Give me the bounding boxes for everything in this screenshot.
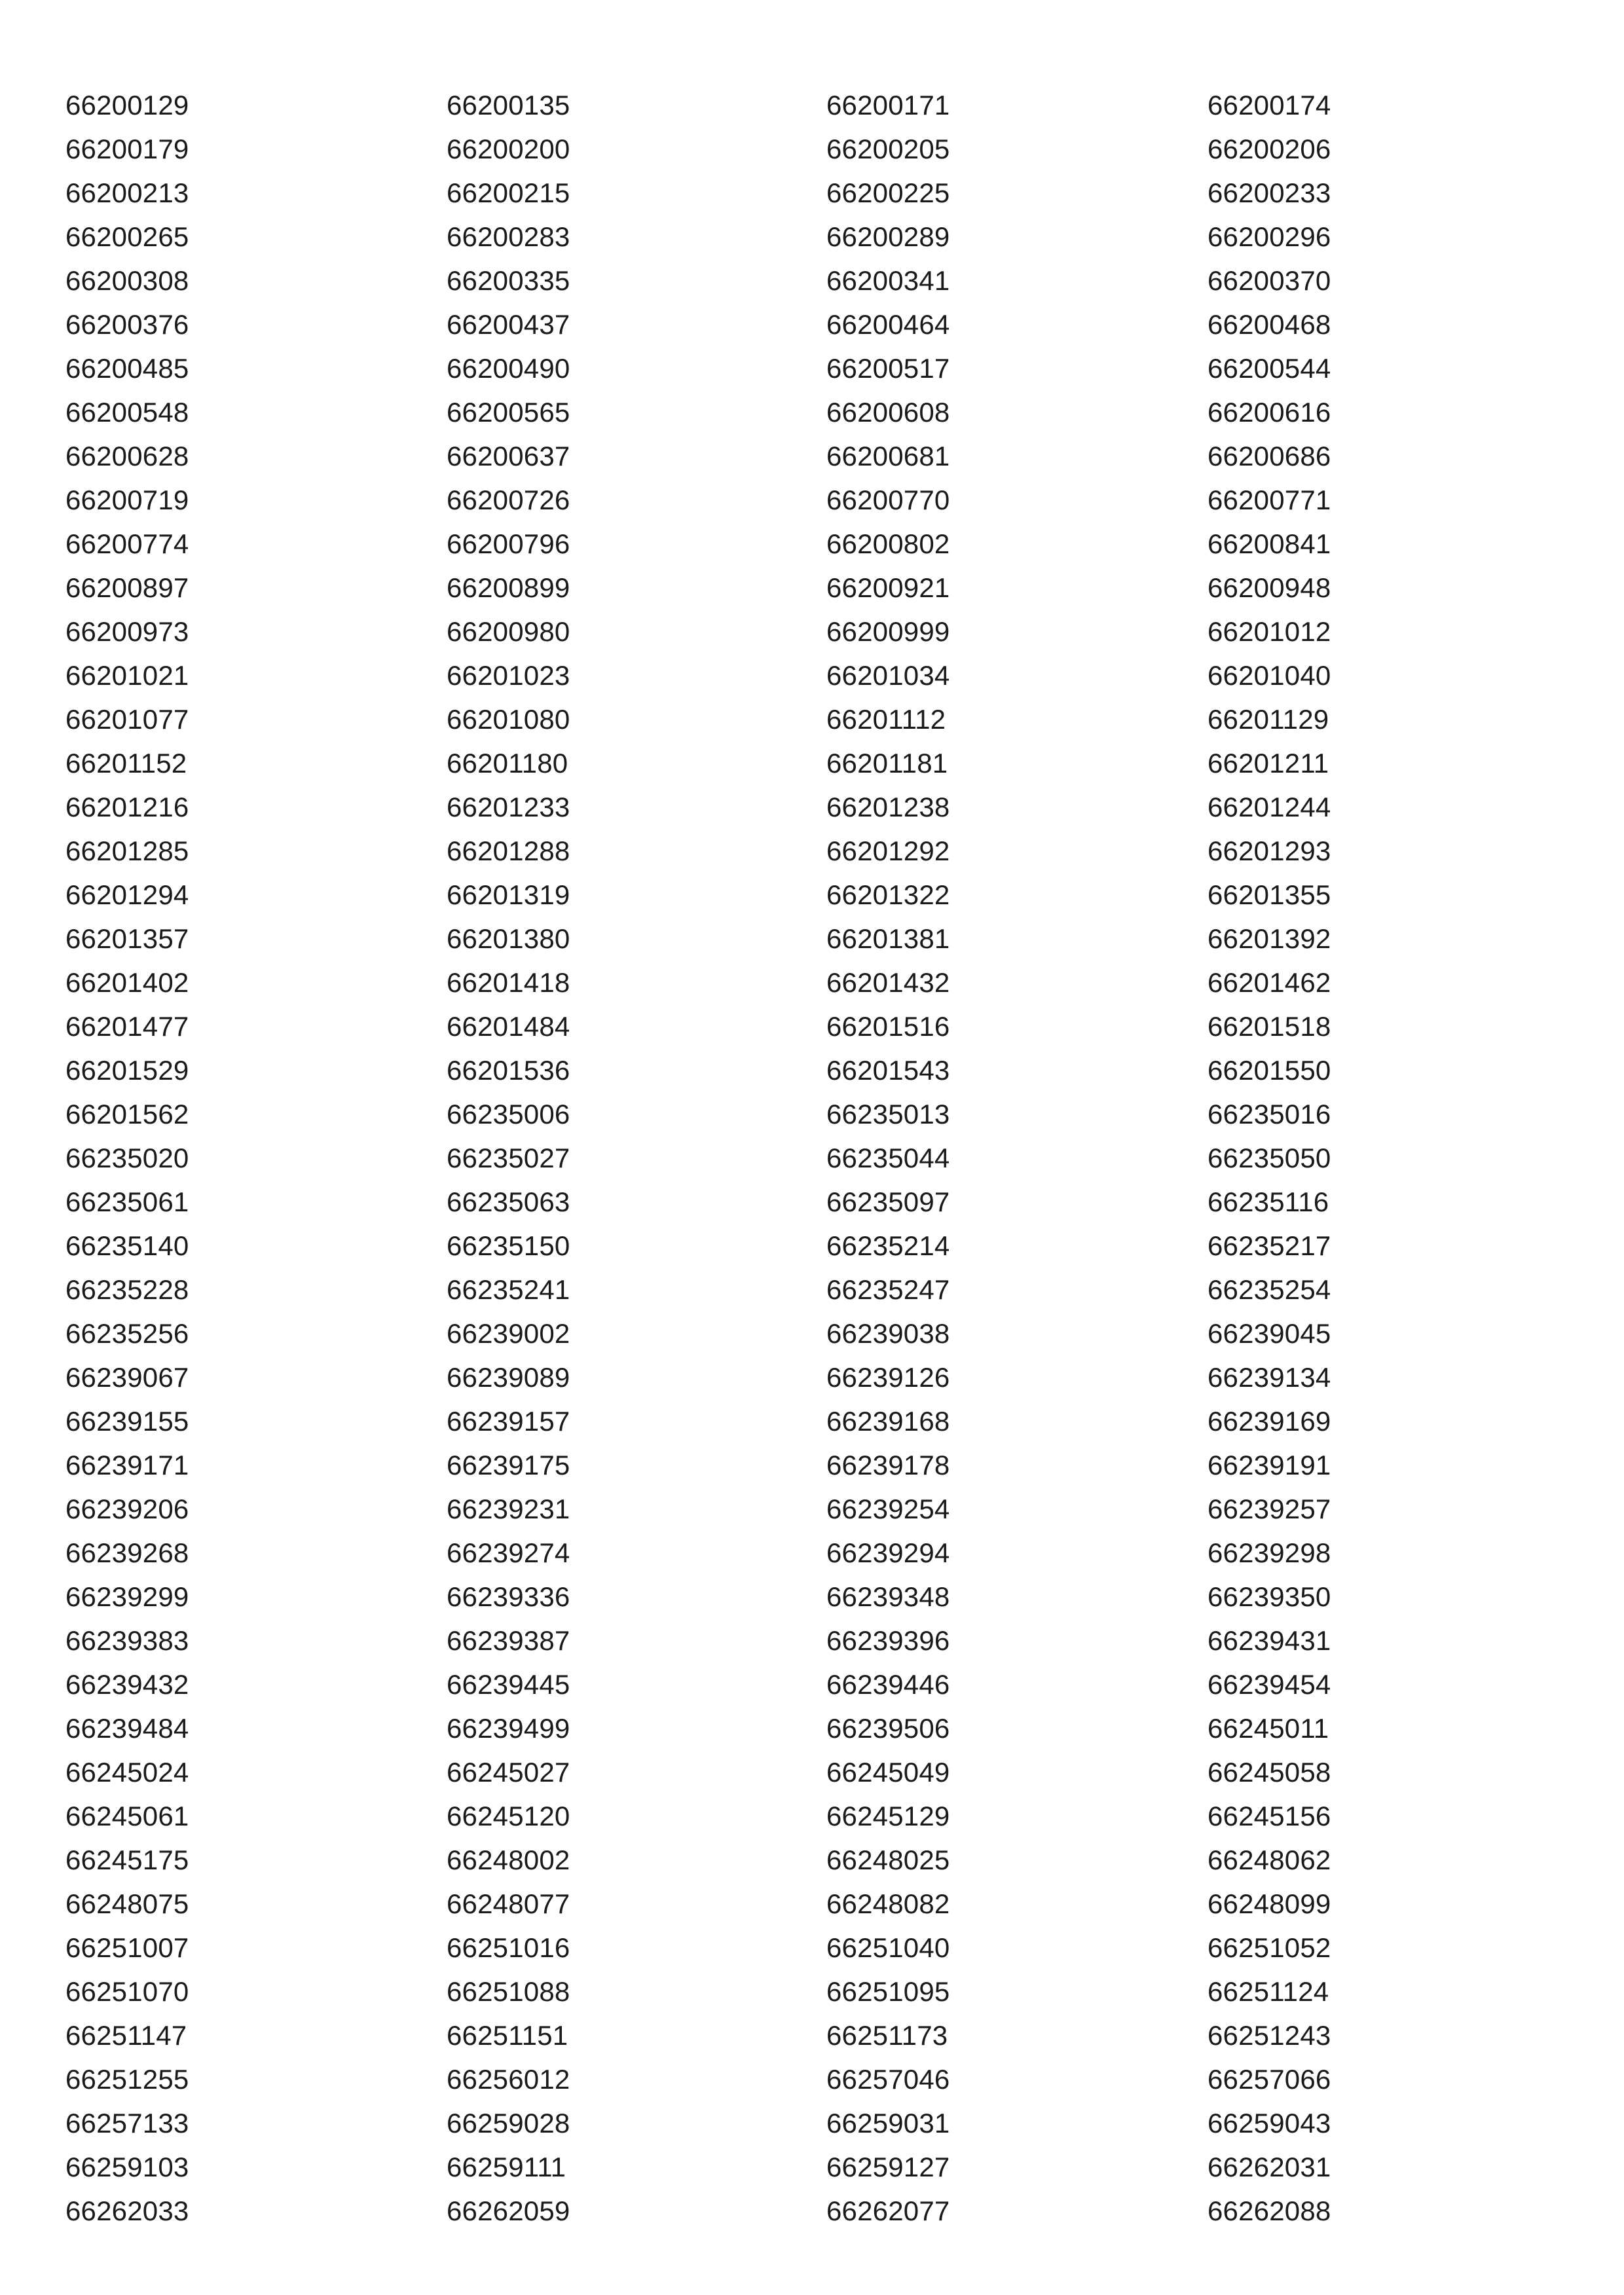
list-item-number: 66201536 [447,1055,570,1086]
list-item-number: 66239396 [826,1625,950,1656]
list-item-number: 66248075 [65,1888,189,1919]
list-item-number: 66251173 [826,2020,948,2051]
list-item-number: 66201181 [826,748,948,779]
list-item-number: 66235116 [1208,1186,1329,1217]
list-item-number: 66201432 [826,967,950,998]
list-item-number: 66200770 [826,485,950,515]
list-item-number: 66200296 [1208,221,1331,252]
list-item-number: 66239254 [826,1494,950,1524]
list-item-number: 66235217 [1208,1230,1331,1261]
number-list [65,86,1572,2235]
list-item-number: 66259127 [826,2152,950,2182]
list-item-number: 66239299 [65,1581,189,1612]
list-item-number: 66200129 [65,90,189,120]
list-item-number: 66201543 [826,1055,950,1086]
list-item-number: 66235150 [447,1230,570,1261]
list-item-number: 66245027 [447,1757,570,1788]
list-item-number: 66257066 [1208,2064,1331,2095]
list-item-number: 66251007 [65,1932,189,1963]
list-item-number: 66251070 [65,1976,189,2007]
list-item-number: 66200565 [447,397,570,428]
list-item-number: 66235228 [65,1274,189,1305]
list-item-number: 66200213 [65,177,189,208]
list-item-number: 66201211 [1208,748,1329,779]
list-item-number: 66201294 [65,879,189,910]
list-item-number: 66200468 [1208,309,1331,340]
list-item-number: 66239484 [65,1713,189,1744]
list-item-number: 66200973 [65,616,189,647]
list-item-number: 66239348 [826,1581,950,1612]
list-item-number: 66201477 [65,1011,189,1042]
list-item-number: 66200841 [1208,528,1331,559]
list-item-number: 66239432 [65,1669,189,1700]
list-item-number: 66248082 [826,1888,950,1919]
list-item-number: 66245061 [65,1801,189,1831]
list-item-number: 66200437 [447,309,570,340]
list-item-number: 66200544 [1208,353,1331,384]
list-item-number: 66251243 [1208,2020,1331,2051]
list-item-number: 66200289 [826,221,950,252]
list-item-number: 66239126 [826,1362,950,1393]
list-item-number: 66262077 [826,2195,950,2226]
list-item-number: 66200200 [447,134,570,164]
list-item-number: 66239169 [1208,1406,1331,1437]
list-item-number: 66259111 [447,2152,566,2182]
list-item-number: 66239499 [447,1713,570,1744]
list-item-number: 66239231 [447,1494,570,1524]
list-item-number: 66201077 [65,704,189,735]
list-item-number: 66239171 [65,1450,189,1480]
list-item-number: 66239268 [65,1537,189,1568]
list-item-number: 66239298 [1208,1537,1331,1568]
list-item-number: 66245175 [65,1845,189,1875]
list-item-number: 66200335 [447,265,570,296]
list-item-number: 66200774 [65,528,189,559]
list-item-number: 66200215 [447,177,570,208]
list-item-number: 66201216 [65,792,189,822]
list-item-number: 66235140 [65,1230,189,1261]
list-item-number: 66235061 [65,1186,189,1217]
list-item-number: 66257133 [65,2108,189,2139]
list-item-number: 66201293 [1208,835,1331,866]
list-item-number: 66200205 [826,134,950,164]
list-item-number: 66200899 [447,572,570,603]
list-item-number: 66235027 [447,1143,570,1173]
list-item-number: 66262031 [1208,2152,1331,2182]
list-item-number: 66200608 [826,397,950,428]
list-item-number: 66200802 [826,528,950,559]
list-item-number: 66200179 [65,134,189,164]
list-item-number: 66201357 [65,923,189,954]
list-item-number: 66239445 [447,1669,570,1700]
list-item-number: 66239431 [1208,1625,1331,1656]
list-item-number: 66200548 [65,397,189,428]
list-item-number: 66201392 [1208,923,1331,954]
list-item-number: 66235044 [826,1143,950,1173]
list-item-number: 66200171 [826,90,950,120]
list-item-number: 66235016 [1208,1099,1331,1129]
list-item-number: 66200796 [447,528,570,559]
list-item-number: 66200897 [65,572,189,603]
list-item-number: 66200283 [447,221,570,252]
list-item-number: 66201322 [826,879,950,910]
list-item-number: 66201012 [1208,616,1331,647]
list-item-number: 66259031 [826,2108,950,2139]
list-item-number: 66200490 [447,353,570,384]
list-item-number: 66257046 [826,2064,950,2095]
list-item-number: 66239155 [65,1406,189,1437]
list-item-number: 66200686 [1208,441,1331,471]
list-item-number: 66235013 [826,1099,950,1129]
list-item-number: 66201244 [1208,792,1331,822]
list-item-number: 66201285 [65,835,189,866]
list-item-number: 66239045 [1208,1318,1331,1349]
list-item-number: 66201516 [826,1011,950,1042]
list-item-number: 66262033 [65,2195,189,2226]
list-item-number: 66200999 [826,616,950,647]
list-item-number: 66200370 [1208,265,1331,296]
list-item-number: 66201021 [65,660,189,691]
list-item-number: 66239178 [826,1450,950,1480]
list-item-number: 66251124 [1208,1976,1329,2007]
list-item-number: 66200921 [826,572,950,603]
list-item-number: 66248002 [447,1845,570,1875]
list-item-number: 66239157 [447,1406,570,1437]
list-item-number: 66200233 [1208,177,1331,208]
list-item-number: 66201518 [1208,1011,1331,1042]
list-item-number: 66201484 [447,1011,570,1042]
list-item-number: 66200206 [1208,134,1331,164]
list-item-number: 66235256 [65,1318,189,1349]
list-item-number: 66235097 [826,1186,950,1217]
list-item-number: 66251255 [65,2064,189,2095]
list-item-number: 66245024 [65,1757,189,1788]
list-item-number: 66251040 [826,1932,950,1963]
list-item-number: 66251016 [447,1932,570,1963]
list-item-number: 66251088 [447,1976,570,2007]
list-item-number: 66248062 [1208,1845,1331,1875]
list-item-number: 66245049 [826,1757,950,1788]
list-item-number: 66200308 [65,265,189,296]
list-item-number: 66259043 [1208,2108,1331,2139]
list-item-number: 66248025 [826,1845,950,1875]
list-item-number: 66201319 [447,879,570,910]
list-item-number: 66201550 [1208,1055,1331,1086]
list-item-number: 66201355 [1208,879,1331,910]
list-item-number: 66259028 [447,2108,570,2139]
list-item-number: 66200980 [447,616,570,647]
list-item-number: 66201418 [447,967,570,998]
list-item-number: 66245011 [1208,1713,1329,1744]
list-item-number: 66235247 [826,1274,950,1305]
list-item-number: 66239206 [65,1494,189,1524]
list-item-number: 66235020 [65,1143,189,1173]
list-item-number: 66201381 [826,923,950,954]
list-item-number: 66201380 [447,923,570,954]
list-item-number: 66239506 [826,1713,950,1744]
list-item-number: 66239089 [447,1362,570,1393]
list-item-number: 66245058 [1208,1757,1331,1788]
list-item-number: 66200225 [826,177,950,208]
list-item-number: 66235241 [447,1274,570,1305]
list-item-number: 66200681 [826,441,950,471]
list-item-number: 66200174 [1208,90,1331,120]
list-item-number: 66248099 [1208,1888,1331,1919]
list-item-number: 66235050 [1208,1143,1331,1173]
list-item-number: 66239454 [1208,1669,1331,1700]
list-item-number: 66245120 [447,1801,570,1831]
list-item-number: 66239067 [65,1362,189,1393]
list-item-number: 66239038 [826,1318,950,1349]
list-item-number: 66235214 [826,1230,950,1261]
list-item-number: 66262088 [1208,2195,1331,2226]
list-item-number: 66239002 [447,1318,570,1349]
list-item-number: 66245129 [826,1801,950,1831]
list-item-number: 66256012 [447,2064,570,2095]
list-item-number: 66201462 [1208,967,1331,998]
list-item-number: 66239336 [447,1581,570,1612]
list-item-number: 66251147 [65,2020,187,2051]
list-item-number: 66235063 [447,1186,570,1217]
list-item-number: 66251095 [826,1976,950,2007]
list-item-number: 66200637 [447,441,570,471]
list-item-number: 66200376 [65,309,189,340]
list-item-number: 66200464 [826,309,950,340]
list-item-number: 66201529 [65,1055,189,1086]
list-item-number: 66200341 [826,265,950,296]
list-item-number: 66201562 [65,1099,189,1129]
list-item-number: 66200719 [65,485,189,515]
list-item-number: 66201288 [447,835,570,866]
list-item-number: 66239257 [1208,1494,1331,1524]
list-item-number: 66239350 [1208,1581,1331,1612]
list-item-number: 66239168 [826,1406,950,1437]
list-item-number: 66201292 [826,835,950,866]
list-item-number: 66200135 [447,90,570,120]
list-item-number: 66245156 [1208,1801,1331,1831]
list-item-number: 66200485 [65,353,189,384]
list-item-number: 66200616 [1208,397,1331,428]
list-item-number: 66239383 [65,1625,189,1656]
list-item-number: 66251052 [1208,1932,1331,1963]
list-item-number: 66239446 [826,1669,950,1700]
list-item-number: 66201238 [826,792,950,822]
list-item-number: 66201040 [1208,660,1331,691]
list-item-number: 66200948 [1208,572,1331,603]
list-item-number: 66201112 [826,704,946,735]
list-item-number: 66201152 [65,748,187,779]
list-item-number: 66239387 [447,1625,570,1656]
list-item-number: 66200771 [1208,485,1331,515]
list-item-number: 66239274 [447,1537,570,1568]
list-item-number: 66200628 [65,441,189,471]
list-item-number: 66239191 [1208,1450,1331,1480]
list-item-number: 66201080 [447,704,570,735]
list-item-number: 66235006 [447,1099,570,1129]
list-item-number: 66239134 [1208,1362,1331,1393]
list-item-number: 66201023 [447,660,570,691]
list-item-number: 66235254 [1208,1274,1331,1305]
list-item-number: 66200726 [447,485,570,515]
list-item-number: 66239175 [447,1450,570,1480]
list-item-number: 66201233 [447,792,570,822]
list-item-number: 66259103 [65,2152,189,2182]
list-item-number: 66200265 [65,221,189,252]
list-item-number: 66201034 [826,660,950,691]
list-item-number: 66239294 [826,1537,950,1568]
list-item-number: 66248077 [447,1888,570,1919]
list-item-number: 66201180 [447,748,568,779]
list-item-number: 66200517 [826,353,950,384]
list-item-number: 66251151 [447,2020,568,2051]
list-item-number: 66262059 [447,2195,570,2226]
list-item-number: 66201402 [65,967,189,998]
list-item-number: 66201129 [1208,704,1329,735]
